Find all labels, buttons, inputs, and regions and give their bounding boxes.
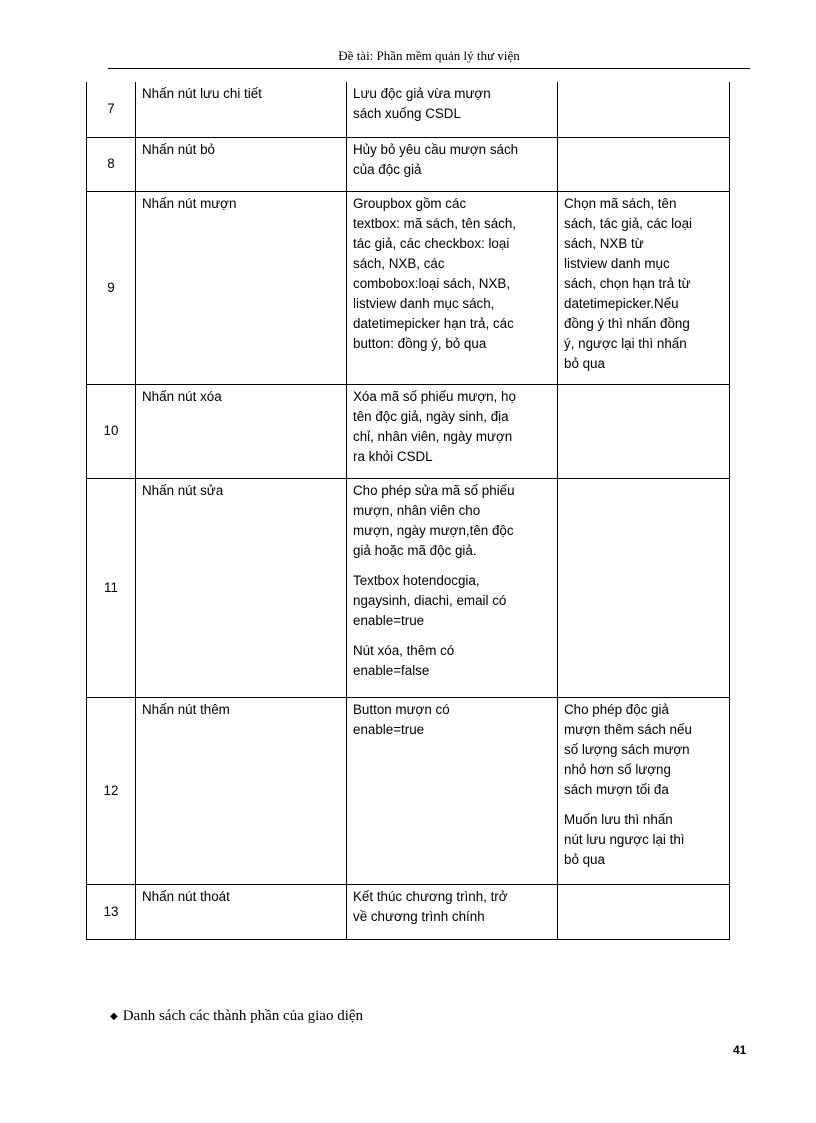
result-paragraph: Button mượn có enable=true — [353, 701, 450, 737]
result-paragraph: Textbox hotendocgia, ngaysinh, diachi, email có enable=true — [353, 572, 507, 628]
header-rule — [108, 68, 750, 69]
table-row — [87, 478, 730, 697]
action-cell: Nhấn nút thoát — [136, 884, 347, 939]
action-cell: Nhấn nút mượn — [136, 191, 347, 384]
note-cell — [558, 478, 730, 697]
note-cell — [558, 884, 730, 939]
result-paragraph: Cho phép sửa mã số phiếu mượn, nhân viên cho mượn, ngày mượn,tên độc giả hoặc mã độc giả. — [353, 482, 515, 558]
result-paragraph: Groupbox gồm các textbox: mã sách, tên sách, tác giả, các checkbox: loại sách, NXB, các combobox:loại sách, NXB, listview danh mục sách, datetimepicker hạn trả, các button: đồng ý, bỏ qua — [353, 195, 517, 351]
result-paragraph: Kết thúc chương trình, trở về chương trình chính — [353, 888, 508, 924]
result-paragraph: Lưu độc giả vừa mượn sách xuống CSDL — [353, 86, 491, 121]
page-header-title: Đề tài: Phần mềm quản lý thư viện — [338, 48, 520, 63]
action-cell: Nhấn nút sửa — [136, 478, 347, 697]
note-paragraph: Chọn mã sách, tên sách, tác giả, các loại sách, NXB từ listview danh mục sách, chọn hạn trả từ datetimepicker.Nếu đồng ý thì nhấn đồng ý, ngược lại thì nhấn bỏ qua — [564, 195, 693, 371]
action-cell: Nhấn nút lưu chi tiết — [136, 82, 347, 137]
diamond-icon: ◆ — [110, 1011, 118, 1022]
table-row — [87, 384, 730, 478]
row-number: 12 — [87, 697, 136, 884]
result-cell — [347, 884, 558, 939]
result-cell — [347, 137, 558, 191]
note-cell — [558, 82, 730, 137]
result-cell — [347, 697, 558, 884]
section-bullet-text: Danh sách các thành phần của giao diện — [122, 1008, 364, 1024]
note-paragraph: Muốn lưu thì nhấn nút lưu ngược lại thì bỏ qua — [564, 811, 685, 867]
result-cell — [347, 384, 558, 478]
row-number: 7 — [87, 82, 136, 137]
note-cell — [558, 697, 730, 884]
note-cell — [558, 384, 730, 478]
result-cell — [347, 82, 558, 137]
row-number: 10 — [87, 384, 136, 478]
action-cell: Nhấn nút xóa — [136, 384, 347, 478]
result-cell — [347, 191, 558, 384]
table-row — [87, 697, 730, 884]
row-number: 11 — [87, 478, 136, 697]
note-paragraph: Cho phép độc giả mượn thêm sách nếu số lượng sách mượn nhỏ hơn số lượng sách mượn tối đa — [564, 701, 692, 797]
action-cell: Nhấn nút thêm — [136, 697, 347, 884]
note-cell — [558, 137, 730, 191]
note-cell — [558, 191, 730, 384]
result-paragraph: Xóa mã số phiếu mượn, họ tên độc giả, ngày sinh, địa chỉ, nhân viên, ngày mượn ra khỏi CSDL — [353, 388, 516, 464]
table-row — [87, 884, 730, 939]
table-row — [87, 191, 730, 384]
row-number: 9 — [87, 191, 136, 384]
section-bullet — [110, 1008, 363, 1025]
row-number: 13 — [87, 884, 136, 939]
row-number: 8 — [87, 137, 136, 191]
action-cell: Nhấn nút bỏ — [136, 137, 347, 191]
table-row — [87, 82, 730, 137]
result-paragraph: Hủy bỏ yêu cầu mượn sách của độc giả — [353, 141, 519, 177]
table-row — [87, 137, 730, 191]
result-cell — [347, 478, 558, 697]
function-spec-table — [86, 82, 730, 940]
page-number: 41 — [733, 1043, 747, 1057]
result-paragraph: Nút xóa, thêm có enable=false — [353, 642, 455, 678]
